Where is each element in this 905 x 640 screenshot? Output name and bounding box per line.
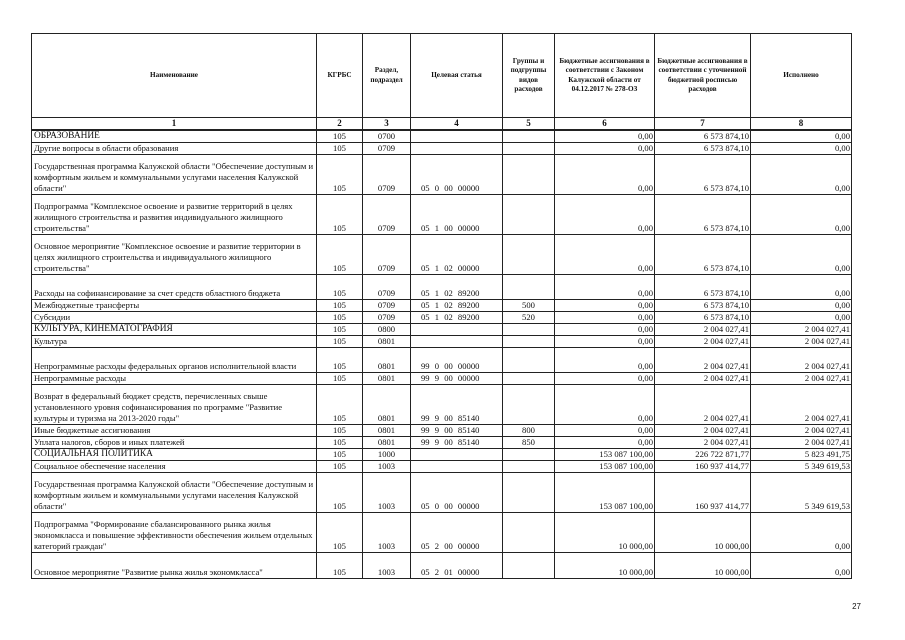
- row-group: [503, 373, 555, 385]
- row-target: 99 0 00 00000: [411, 348, 503, 373]
- row-law-amount: 0,00: [555, 324, 655, 336]
- row-group: [503, 275, 555, 300]
- row-done-amount: 5 349 619,53: [751, 473, 852, 513]
- row-razdel: 1000: [363, 449, 411, 461]
- row-plan-amount: 6 573 874,10: [655, 155, 751, 195]
- row-plan-amount: 10 000,00: [655, 553, 751, 579]
- row-law-amount: 153 087 100,00: [555, 473, 655, 513]
- row-done-amount: 2 004 027,41: [751, 348, 852, 373]
- row-group: 520: [503, 312, 555, 324]
- row-law-amount: 0,00: [555, 373, 655, 385]
- table-row: [32, 425, 852, 437]
- row-razdel: 0709: [363, 275, 411, 300]
- row-plan-amount: 10 000,00: [655, 513, 751, 553]
- row-target: 05 1 02 89200: [411, 275, 503, 300]
- row-group: [503, 130, 555, 143]
- row-plan-amount: 2 004 027,41: [655, 336, 751, 348]
- table-row: [32, 275, 852, 300]
- row-razdel: 0801: [363, 373, 411, 385]
- row-done-amount: 2 004 027,41: [751, 425, 852, 437]
- row-name: Межбюджетные трансферты: [32, 300, 317, 312]
- row-law-amount: 0,00: [555, 195, 655, 235]
- row-done-amount: 0,00: [751, 195, 852, 235]
- row-kgrbs: 105: [317, 425, 363, 437]
- row-done-amount: 2 004 027,41: [751, 437, 852, 449]
- row-kgrbs: 105: [317, 155, 363, 195]
- row-name: Социальное обеспечение населения: [32, 461, 317, 473]
- row-kgrbs: 105: [317, 275, 363, 300]
- row-law-amount: 0,00: [555, 385, 655, 425]
- row-target: 05 2 01 00000: [411, 553, 503, 579]
- row-kgrbs: 105: [317, 235, 363, 275]
- row-plan-amount: 6 573 874,10: [655, 195, 751, 235]
- row-plan-amount: 2 004 027,41: [655, 385, 751, 425]
- row-done-amount: 2 004 027,41: [751, 336, 852, 348]
- header-plan: Бюджетные ассигнования в соответствии с уточненной бюджетной росписью расходов: [655, 34, 751, 118]
- row-name: СОЦИАЛЬНАЯ ПОЛИТИКА: [32, 449, 317, 461]
- row-name: Государственная программа Калужской области "Обеспечение доступным и комфортным жильем и коммунальными услугами населения Калужской области": [32, 473, 317, 513]
- row-law-amount: 0,00: [555, 336, 655, 348]
- row-razdel: 0709: [363, 300, 411, 312]
- row-plan-amount: 6 573 874,10: [655, 275, 751, 300]
- row-done-amount: 2 004 027,41: [751, 373, 852, 385]
- row-done-amount: 0,00: [751, 155, 852, 195]
- row-done-amount: 0,00: [751, 130, 852, 143]
- row-plan-amount: 160 937 414,77: [655, 461, 751, 473]
- header-done: Исполнено: [751, 34, 852, 118]
- row-done-amount: 0,00: [751, 235, 852, 275]
- row-done-amount: 5 349 619,53: [751, 461, 852, 473]
- table-row: [32, 473, 852, 513]
- row-law-amount: 10 000,00: [555, 553, 655, 579]
- row-razdel: 0700: [363, 130, 411, 143]
- row-kgrbs: 105: [317, 300, 363, 312]
- row-razdel: 1003: [363, 513, 411, 553]
- row-plan-amount: 6 573 874,10: [655, 235, 751, 275]
- row-kgrbs: 105: [317, 437, 363, 449]
- row-razdel: 1003: [363, 473, 411, 513]
- row-razdel: 0709: [363, 195, 411, 235]
- row-law-amount: 153 087 100,00: [555, 449, 655, 461]
- row-razdel: 0801: [363, 425, 411, 437]
- row-razdel: 0801: [363, 348, 411, 373]
- row-name: КУЛЬТУРА, КИНЕМАТОГРАФИЯ: [32, 324, 317, 336]
- column-number: 4: [411, 118, 503, 131]
- row-law-amount: 0,00: [555, 155, 655, 195]
- table-row: [32, 449, 852, 461]
- header-name: Наименование: [32, 34, 317, 118]
- column-number: 3: [363, 118, 411, 131]
- row-law-amount: 0,00: [555, 300, 655, 312]
- row-kgrbs: 105: [317, 324, 363, 336]
- row-group: 850: [503, 437, 555, 449]
- row-plan-amount: 6 573 874,10: [655, 143, 751, 155]
- row-group: [503, 553, 555, 579]
- row-kgrbs: 105: [317, 461, 363, 473]
- table-row: [32, 324, 852, 336]
- row-razdel: 0709: [363, 155, 411, 195]
- column-number: 7: [655, 118, 751, 131]
- row-name: Непрограммные расходы федеральных органов исполнительной власти: [32, 348, 317, 373]
- table-row: [32, 461, 852, 473]
- row-law-amount: 153 087 100,00: [555, 461, 655, 473]
- row-plan-amount: 2 004 027,41: [655, 425, 751, 437]
- header-row: [32, 34, 852, 118]
- row-law-amount: 0,00: [555, 348, 655, 373]
- row-kgrbs: 105: [317, 130, 363, 143]
- table-row: [32, 155, 852, 195]
- row-done-amount: 2 004 027,41: [751, 385, 852, 425]
- row-done-amount: 0,00: [751, 312, 852, 324]
- row-name: Культура: [32, 336, 317, 348]
- row-kgrbs: 105: [317, 513, 363, 553]
- row-law-amount: 0,00: [555, 130, 655, 143]
- row-target: 99 9 00 85140: [411, 385, 503, 425]
- row-law-amount: 0,00: [555, 143, 655, 155]
- row-target: 99 9 00 00000: [411, 373, 503, 385]
- table-row: [32, 312, 852, 324]
- row-target: [411, 130, 503, 143]
- row-group: [503, 473, 555, 513]
- row-plan-amount: 2 004 027,41: [655, 437, 751, 449]
- row-group: [503, 155, 555, 195]
- row-name: Государственная программа Калужской области "Обеспечение доступным и комфортным жильем и коммунальными услугами населения Калужской области": [32, 155, 317, 195]
- row-done-amount: 0,00: [751, 143, 852, 155]
- row-kgrbs: 105: [317, 143, 363, 155]
- row-razdel: 1003: [363, 461, 411, 473]
- row-group: [503, 195, 555, 235]
- row-razdel: 0709: [363, 312, 411, 324]
- row-name: Подпрограмма "Комплексное освоение и развитие территорий в целях жилищного строительства и развития индивидуального жилищного строительства": [32, 195, 317, 235]
- row-group: [503, 449, 555, 461]
- row-name: Расходы на софинансирование за счет средств областного бюджета: [32, 275, 317, 300]
- row-kgrbs: 105: [317, 195, 363, 235]
- table-row: [32, 195, 852, 235]
- row-plan-amount: 226 722 871,77: [655, 449, 751, 461]
- table-row: [32, 143, 852, 155]
- row-target: [411, 449, 503, 461]
- row-kgrbs: 105: [317, 473, 363, 513]
- row-group: [503, 513, 555, 553]
- row-plan-amount: 6 573 874,10: [655, 312, 751, 324]
- row-kgrbs: 105: [317, 336, 363, 348]
- row-name: Иные бюджетные ассигнования: [32, 425, 317, 437]
- row-group: [503, 324, 555, 336]
- row-kgrbs: 105: [317, 553, 363, 579]
- row-name: Возврат в федеральный бюджет средств, перечисленных свыше установленного уровня софинансирования по программе "Развитие культуры и туризма на 2013-2020 годы": [32, 385, 317, 425]
- row-name: Непрограммные расходы: [32, 373, 317, 385]
- column-number: 1: [32, 118, 317, 131]
- row-kgrbs: 105: [317, 449, 363, 461]
- table-row: [32, 336, 852, 348]
- table-row: [32, 373, 852, 385]
- row-law-amount: 0,00: [555, 437, 655, 449]
- row-target: [411, 143, 503, 155]
- row-group: [503, 336, 555, 348]
- row-target: [411, 324, 503, 336]
- page-number: 27: [852, 602, 861, 611]
- row-target: 99 9 00 85140: [411, 425, 503, 437]
- row-plan-amount: 2 004 027,41: [655, 348, 751, 373]
- row-law-amount: 0,00: [555, 275, 655, 300]
- column-number-row: [32, 118, 852, 131]
- row-group: 800: [503, 425, 555, 437]
- column-number: 5: [503, 118, 555, 131]
- row-name: Уплата налогов, сборов и иных платежей: [32, 437, 317, 449]
- table-body: [32, 130, 852, 579]
- row-law-amount: 0,00: [555, 235, 655, 275]
- row-group: [503, 461, 555, 473]
- row-name: Основное мероприятие "Комплексное освоение и развитие территории в целях жилищного строительства и индивидуального жилищного строительства": [32, 235, 317, 275]
- row-done-amount: 0,00: [751, 300, 852, 312]
- row-kgrbs: 105: [317, 385, 363, 425]
- column-number: 6: [555, 118, 655, 131]
- row-plan-amount: 2 004 027,41: [655, 373, 751, 385]
- row-name: ОБРАЗОВАНИЕ: [32, 130, 317, 143]
- header-razdel: Раздел, подраздел: [363, 34, 411, 118]
- row-name: Подпрограмма "Формирование сбалансированного рынка жилья экономкласса и повышение эффективности обеспечения жильем отдельных категорий граждан": [32, 513, 317, 553]
- header-target: Целевая статья: [411, 34, 503, 118]
- column-number: 8: [751, 118, 852, 131]
- table-row: [32, 553, 852, 579]
- row-done-amount: 0,00: [751, 553, 852, 579]
- row-target: 99 9 00 85140: [411, 437, 503, 449]
- row-razdel: 1003: [363, 553, 411, 579]
- row-target: 05 0 00 00000: [411, 155, 503, 195]
- row-group: [503, 143, 555, 155]
- table-row: [32, 513, 852, 553]
- row-target: 05 1 02 89200: [411, 312, 503, 324]
- header-kgrbs: КГРБС: [317, 34, 363, 118]
- row-law-amount: 0,00: [555, 312, 655, 324]
- row-target: 05 1 02 00000: [411, 235, 503, 275]
- row-target: 05 1 00 00000: [411, 195, 503, 235]
- row-razdel: 0709: [363, 143, 411, 155]
- table-row: [32, 348, 852, 373]
- row-law-amount: 10 000,00: [555, 513, 655, 553]
- row-target: [411, 336, 503, 348]
- row-razdel: 0709: [363, 235, 411, 275]
- row-law-amount: 0,00: [555, 425, 655, 437]
- row-target: 05 2 00 00000: [411, 513, 503, 553]
- row-plan-amount: 6 573 874,10: [655, 130, 751, 143]
- row-group: [503, 235, 555, 275]
- row-razdel: 0801: [363, 336, 411, 348]
- table-row: [32, 385, 852, 425]
- table-row: [32, 130, 852, 143]
- row-name: Другие вопросы в области образования: [32, 143, 317, 155]
- row-plan-amount: 6 573 874,10: [655, 300, 751, 312]
- row-done-amount: 2 004 027,41: [751, 324, 852, 336]
- row-kgrbs: 105: [317, 348, 363, 373]
- table-row: [32, 300, 852, 312]
- row-group: [503, 348, 555, 373]
- row-plan-amount: 2 004 027,41: [655, 324, 751, 336]
- table-row: [32, 437, 852, 449]
- row-done-amount: 0,00: [751, 513, 852, 553]
- row-target: 05 1 02 89200: [411, 300, 503, 312]
- row-kgrbs: 105: [317, 312, 363, 324]
- row-name: Субсидии: [32, 312, 317, 324]
- header-group: Группы и подгруппы видов расходов: [503, 34, 555, 118]
- row-group: 500: [503, 300, 555, 312]
- row-done-amount: 0,00: [751, 275, 852, 300]
- header-law: Бюджетные ассигнования в соответствии с Законом Калужской области от 04.12.2017 № 278-ОЗ: [555, 34, 655, 118]
- row-razdel: 0801: [363, 385, 411, 425]
- row-group: [503, 385, 555, 425]
- row-razdel: 0801: [363, 437, 411, 449]
- row-plan-amount: 160 937 414,77: [655, 473, 751, 513]
- table-row: [32, 235, 852, 275]
- row-target: 05 0 00 00000: [411, 473, 503, 513]
- budget-table: [31, 33, 852, 579]
- row-done-amount: 5 823 491,75: [751, 449, 852, 461]
- row-razdel: 0800: [363, 324, 411, 336]
- column-number: 2: [317, 118, 363, 131]
- row-kgrbs: 105: [317, 373, 363, 385]
- row-target: [411, 461, 503, 473]
- row-name: Основное мероприятие "Развитие рынка жилья экономкласса": [32, 553, 317, 579]
